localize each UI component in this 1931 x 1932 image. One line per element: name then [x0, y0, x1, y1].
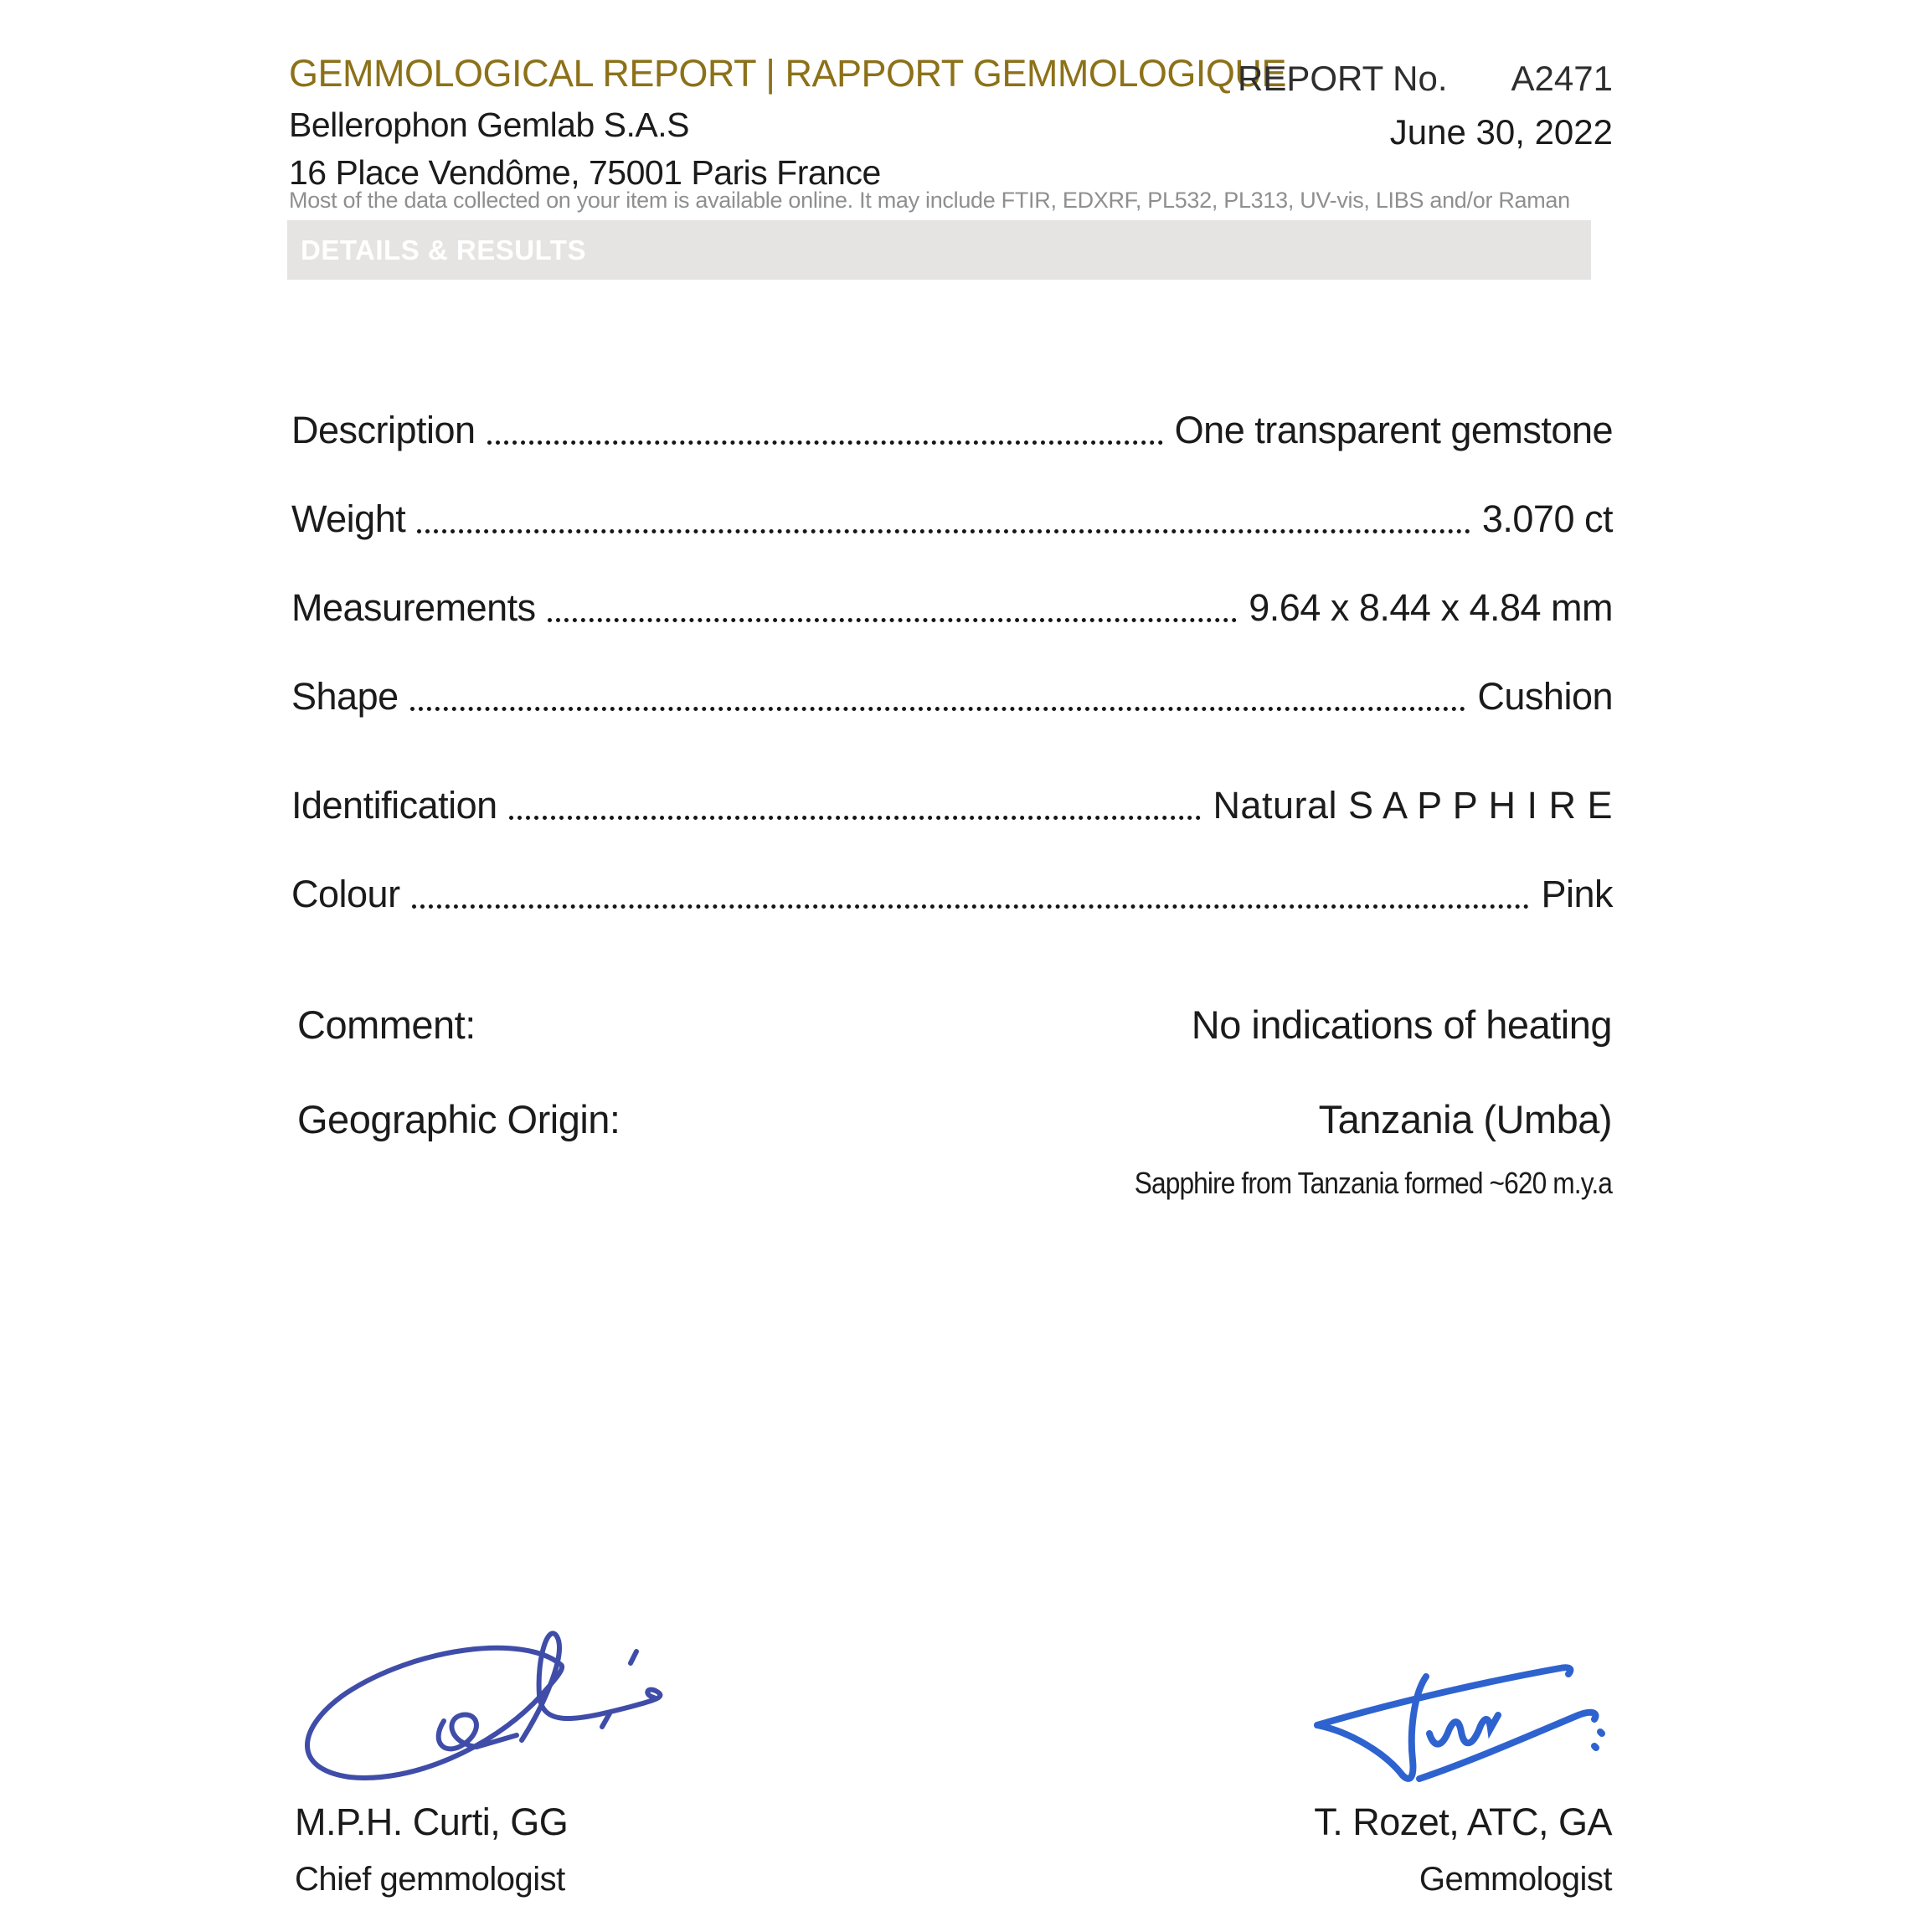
field-row-weight: [291, 497, 1613, 541]
field-row-identification: [291, 784, 1613, 827]
field-row-shape: [291, 675, 1613, 719]
field-row-description: [291, 409, 1613, 452]
field-row-measurements: [291, 586, 1613, 630]
signatory-right-title: Gemmologist: [1419, 1861, 1612, 1898]
origin-value: Tanzania (Umba): [1318, 1097, 1612, 1141]
signatory-left-title: Chief gemmologist: [295, 1861, 565, 1898]
report-header: [289, 52, 1286, 193]
online-data-notice: Most of the data collected on your item is available online. It may include FTIR, EDXRF, PL532, PL313, UV-vis, LIBS and/or Raman: [289, 188, 1570, 213]
field-value: Cushion: [1477, 675, 1613, 718]
field-label: Weight: [291, 497, 406, 540]
field-label: Colour: [291, 873, 400, 915]
dotted-leader: [548, 618, 1238, 622]
field-value: One transparent gemstone: [1174, 409, 1613, 451]
dotted-leader: [417, 529, 1470, 533]
field-value: Pink: [1541, 873, 1613, 915]
signatory-left: [295, 1801, 568, 1899]
origin-note: Sapphire from Tanzania formed ~620 m.y.a: [1134, 1166, 1612, 1200]
report-number-value: A2471: [1511, 59, 1613, 98]
lab-name: Bellerophon Gemlab S.A.S: [289, 106, 689, 144]
signatory-right-name: T. Rozet, ATC, GA: [1314, 1801, 1612, 1843]
report-title: GEMMOLOGICAL REPORT | RAPPORT GEMMOLOGIQUE: [289, 52, 1286, 95]
dotted-leader: [487, 440, 1163, 445]
field-label: Shape: [291, 675, 399, 718]
signature-curti-icon: [272, 1616, 691, 1801]
dotted-leader: [410, 707, 1466, 711]
dotted-leader: [509, 816, 1202, 820]
details-results-label: DETAILS & RESULTS: [301, 234, 586, 265]
report-number-label: REPORT No.: [1238, 59, 1448, 98]
field-label: Measurements: [291, 586, 536, 629]
geographic-origin-row: [297, 1096, 1612, 1142]
signature-rozet-icon: [1302, 1651, 1625, 1802]
comments-block: [297, 1002, 1612, 1201]
details-results-bar: [287, 220, 1591, 280]
comment-value: No indications of heating: [1191, 1002, 1612, 1047]
field-label: Identification: [291, 784, 497, 827]
lab-address: 16 Place Vendôme, 75001 Paris France: [289, 153, 881, 192]
field-row-colour: [291, 873, 1613, 916]
field-value: Natural S A P P H I R E: [1213, 784, 1613, 827]
origin-label: Geographic Origin:: [297, 1097, 620, 1141]
comment-row: [297, 1002, 1612, 1048]
field-value: 3.070 ct: [1481, 497, 1613, 540]
field-list: [291, 409, 1613, 961]
field-value: 9.64 x 8.44 x 4.84 mm: [1249, 586, 1613, 629]
signatory-right: [1314, 1801, 1612, 1899]
signatory-left-name: M.P.H. Curti, GG: [295, 1801, 569, 1843]
report-date: June 30, 2022: [1389, 112, 1613, 152]
report-number-row: [1238, 59, 1613, 99]
field-label: Description: [291, 409, 476, 451]
dotted-leader: [412, 904, 1530, 909]
report-meta: [1238, 59, 1613, 152]
comment-label: Comment:: [297, 1002, 476, 1047]
